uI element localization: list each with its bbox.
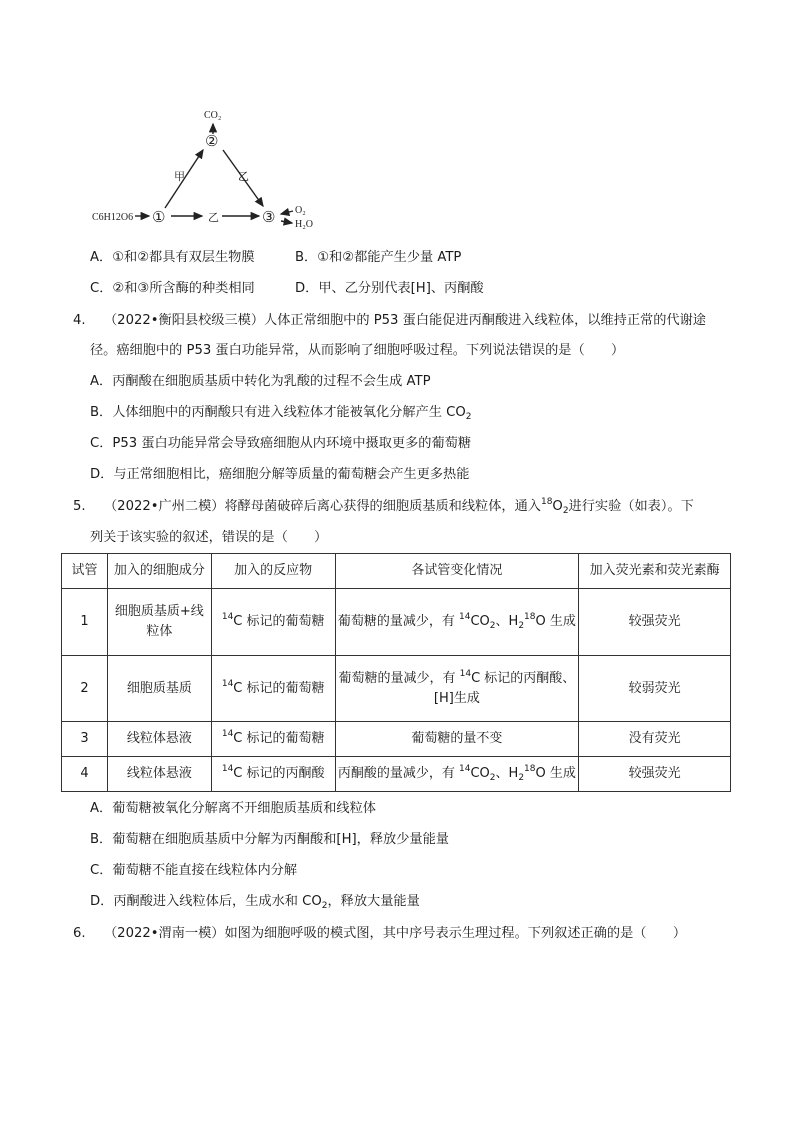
q5-stem-line1: （2022•广州二模）将酵母菌破碎后离心获得的细胞质基质和线粒体，通入$^{18}O_2$进行实验（如表）。下 [104,497,694,516]
cell-fluorescence: 较强荧光 [579,589,731,656]
header-component: 加入的细胞成分 [107,554,211,589]
node-1: ① [152,210,166,226]
q4-option-b: B．人体细胞中的丙酮酸只有进入线粒体才能被氧化分解产生 $CO_2$ [90,405,472,422]
header-tube: 试管 [62,554,108,589]
cell-reactant: $^{14}$C 标记的丙酮酸 [211,757,335,792]
cell-component: 细胞质基质 [107,656,211,722]
q4-option-d: D．与正常细胞相比，癌细胞分解等质量的葡萄糖会产生更多热能 [90,467,470,482]
q5-option-b: B．葡萄糖在细胞质基质中分解为丙酮酸和[H]，释放少量能量 [90,832,449,847]
q5-option-d: D．丙酮酸进入线粒体后，生成水和 $CO_2$，释放大量能量 [90,894,420,911]
q5-stem-line2: 列关于该实验的叙述，错误的是（ ） [90,530,328,545]
q4-option-a: A．丙酮酸在细胞质基质中转化为乳酸的过程不会生成 ATP [90,374,431,389]
table-row [62,656,731,722]
respiration-diagram [90,104,330,234]
cell-fluorescence: 较强荧光 [579,757,731,792]
cell-fluorescence: 较弱荧光 [579,656,731,722]
cell-tube: 4 [62,757,108,792]
q3-option-a: A．①和②都具有双层生物膜 [90,250,255,265]
header-reactant: 加入的反应物 [211,554,335,589]
q5-number: 5. [73,499,86,514]
label-yi-right: 乙 [238,171,249,183]
cell-component: 线粒体悬液 [107,757,211,792]
header-change: 各试管变化情况 [335,554,579,589]
experiment-table [61,553,731,792]
q3-option-b: B．①和②都能产生少量 ATP [295,250,462,265]
q6-stem-line1: （2022•渭南一模）如图为细胞呼吸的模式图，其中序号表示生理过程。下列叙述正确的是（ ） [104,926,687,941]
cell-change: 葡萄糖的量减少，有 $^{14}CO_2$、$H_2^{18}O$ 生成 [335,589,579,656]
co2-label: CO₂ [204,110,222,121]
cell-reactant: $^{14}$C 标记的葡萄糖 [211,722,335,757]
q4-stem-line1: （2022•衡阳县校级三模）人体正常细胞中的 P53 蛋白能促进丙酮酸进入线粒体，以维持正常的代谢途 [104,313,706,328]
header-fluorescence: 加入荧光素和荧光素酶 [579,554,731,589]
h2o-label: H₂O [295,219,313,230]
glucose-label: C6H12O6 [92,212,134,223]
cell-change: 葡萄糖的量不变 [335,722,579,757]
cell-tube: 2 [62,656,108,722]
table-row [62,589,731,656]
cell-component: 细胞质基质+线 粒体 [107,589,211,656]
q4-number: 4. [73,313,86,328]
arrow-3-to-h2o [281,221,292,223]
o2-label: O₂ [295,205,306,216]
node-3: ③ [262,210,276,226]
q5-option-a: A．葡萄糖被氧化分解离不开细胞质基质和线粒体 [90,801,376,816]
table-row [62,757,731,792]
label-jia: 甲 [174,171,185,183]
cell-change: 葡萄糖的量减少，有 $^{14}$C 标记的丙酮酸、 [H]生成 [335,656,579,722]
cell-change: 丙酮酸的量减少，有 $^{14}CO_2$、$H_2^{18}O$ 生成 [335,757,579,792]
q3-option-d: D．甲、乙分别代表[H]、丙酮酸 [295,281,484,296]
q5-option-c: C．葡萄糖不能直接在线粒体内分解 [90,863,298,878]
node-2: ② [205,134,219,150]
arrow-o2-to-3 [281,211,293,214]
q4-option-c: C．P53 蛋白功能异常会导致癌细胞从内环境中摄取更多的葡萄糖 [90,436,472,451]
cell-reactant: $^{14}$C 标记的葡萄糖 [211,589,335,656]
cell-tube: 1 [62,589,108,656]
cell-fluorescence: 没有荧光 [579,722,731,757]
cell-component: 线粒体悬液 [107,722,211,757]
q6-number: 6. [73,926,86,941]
table-header-row [62,554,731,589]
arrow-1-to-2 [165,150,203,208]
label-yi-bottom: 乙 [208,212,219,224]
q3-option-c: C．②和③所含酶的种类相同 [90,281,255,296]
q4-stem-line2: 径。癌细胞中的 P53 蛋白功能异常，从而影响了细胞呼吸过程。下列说法错误的是（ ） [90,343,625,358]
table-row [62,722,731,757]
arrow-2-to-3 [223,150,263,206]
cell-tube: 3 [62,722,108,757]
cell-reactant: $^{14}$C 标记的葡萄糖 [211,656,335,722]
